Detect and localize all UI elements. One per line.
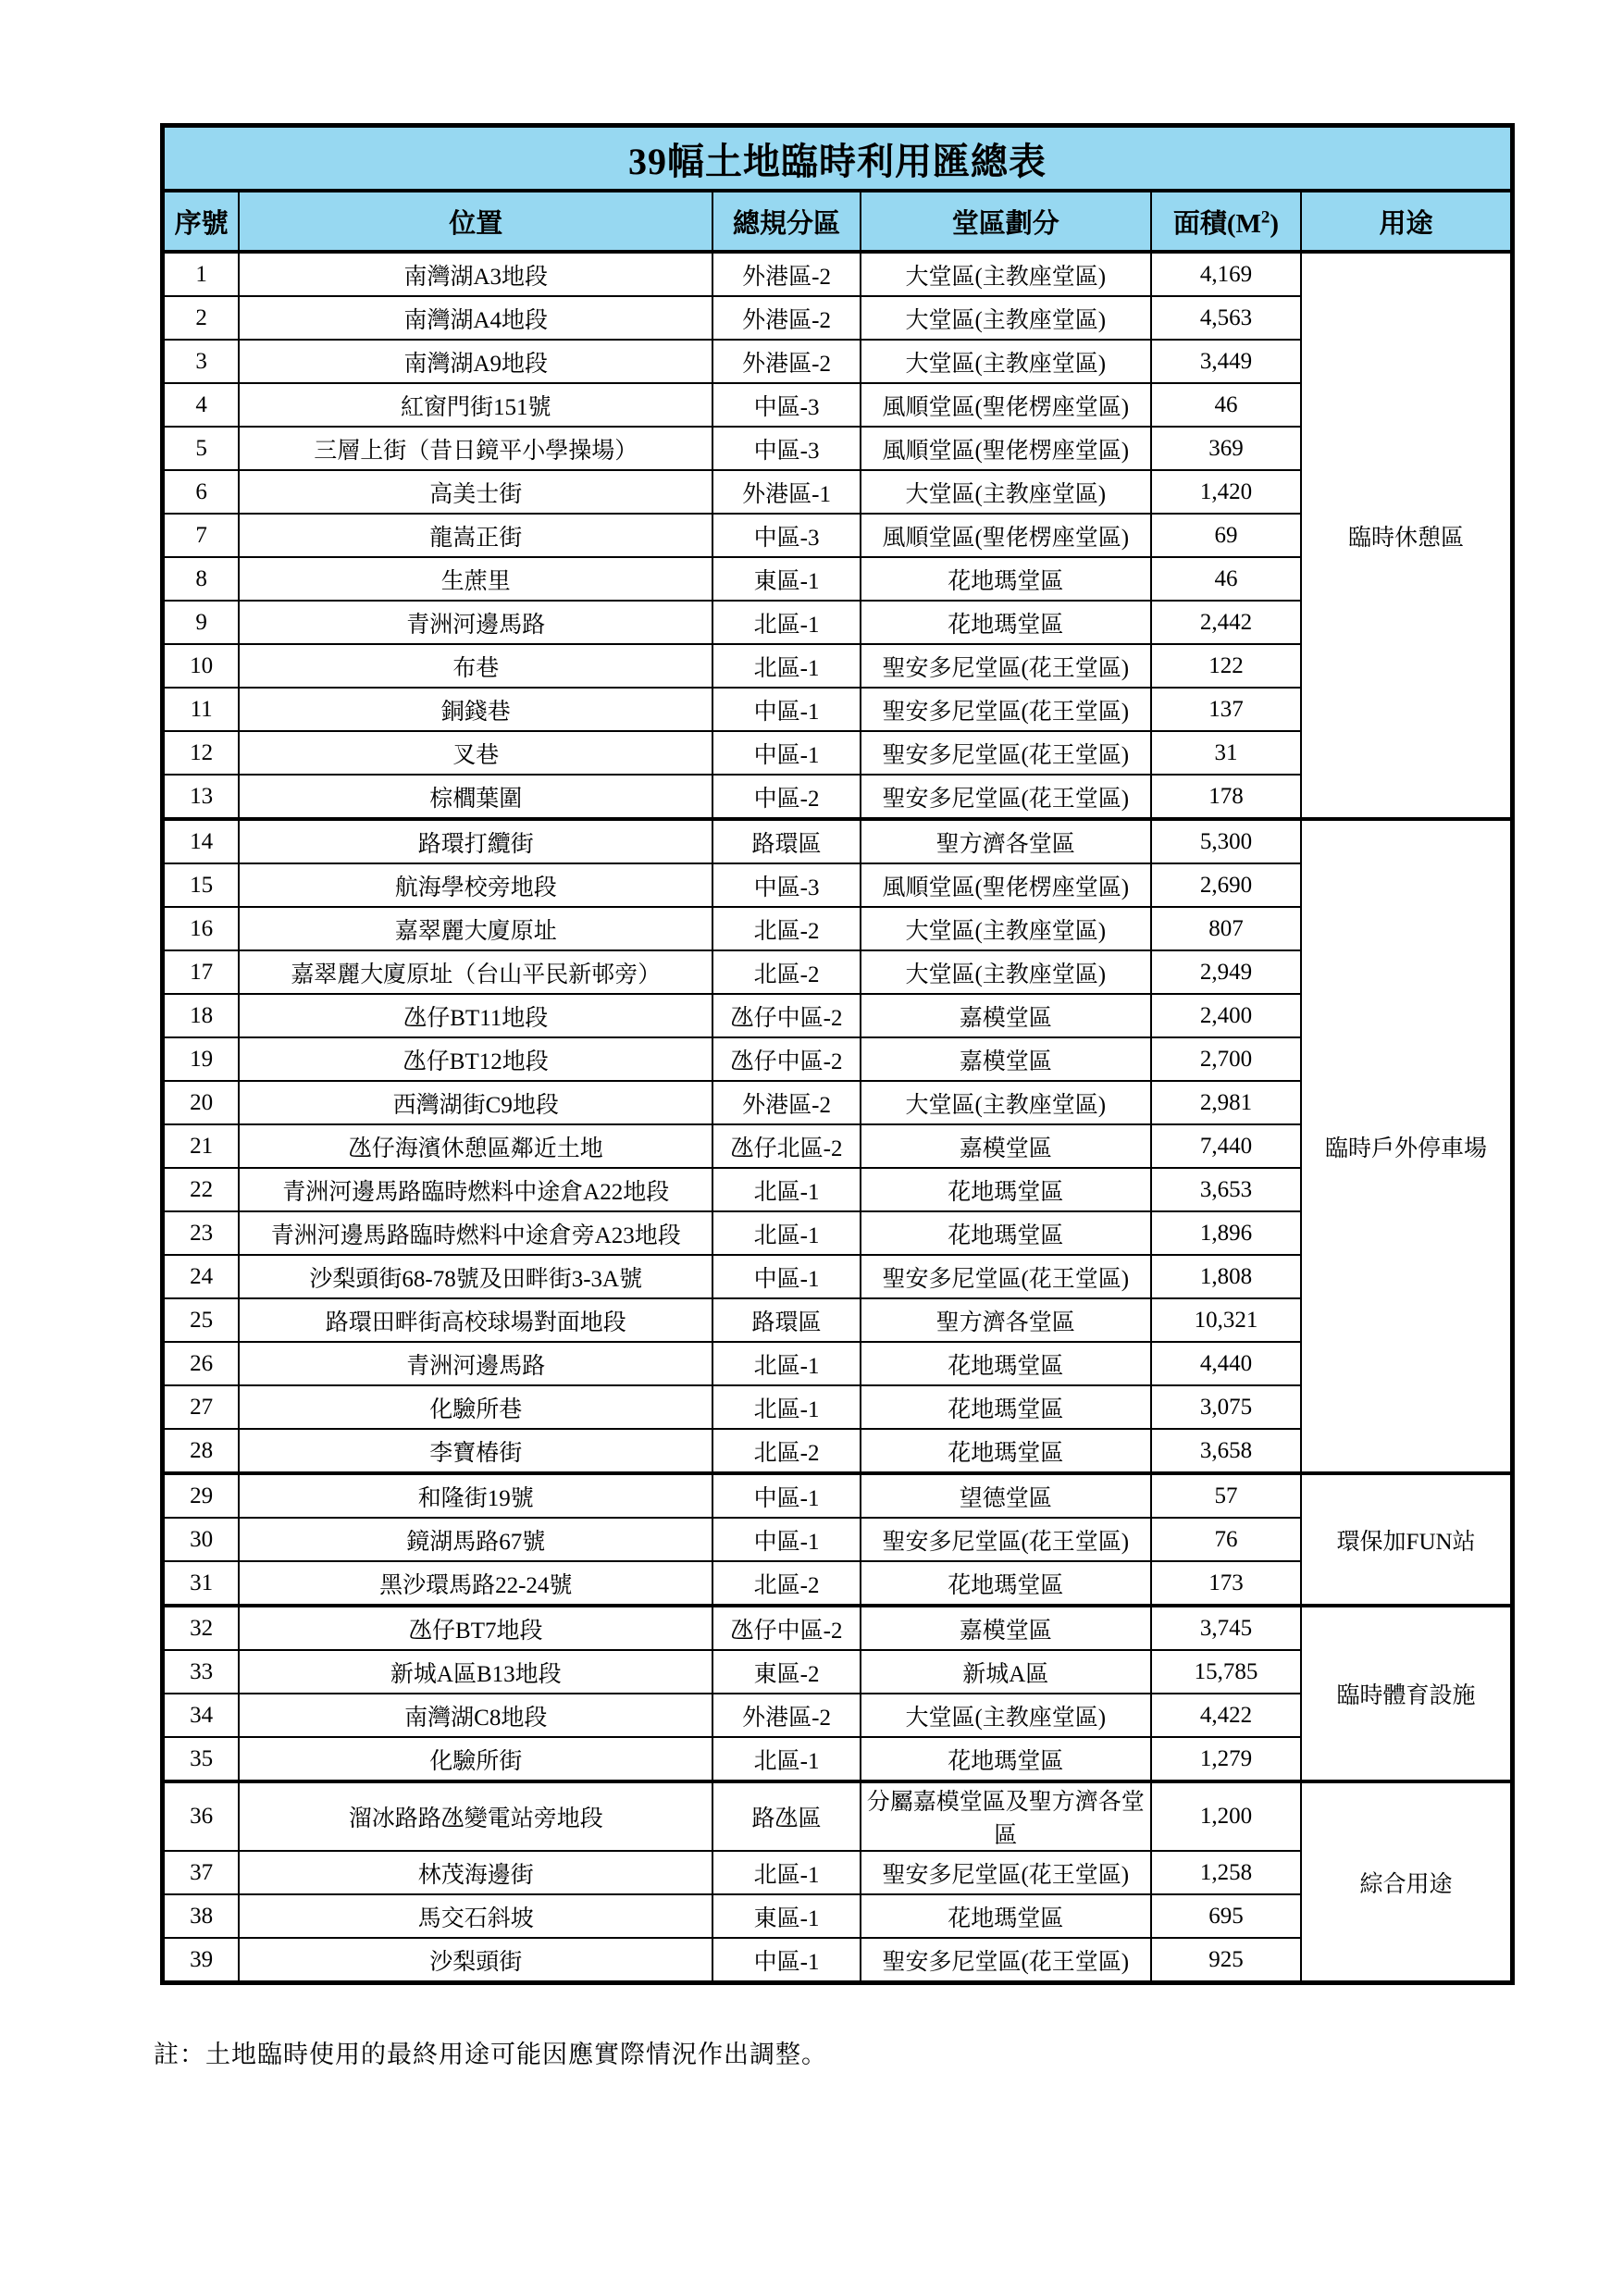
cell-parish: 聖安多尼堂區(花王堂區): [861, 1255, 1151, 1298]
cell-area: 15,785: [1151, 1650, 1301, 1694]
cell-no: 23: [163, 1211, 240, 1255]
cell-no: 4: [163, 383, 240, 427]
cell-no: 37: [163, 1851, 240, 1894]
col-header-area: [1151, 191, 1301, 252]
cell-no: 27: [163, 1385, 240, 1429]
cell-zone: 北區-1: [712, 1211, 860, 1255]
cell-zone: 東區-1: [712, 1894, 860, 1938]
cell-no: 25: [163, 1298, 240, 1342]
cell-area: 2,981: [1151, 1081, 1301, 1124]
cell-location: 航海學校旁地段: [239, 863, 712, 907]
cell-zone: 北區-1: [712, 644, 860, 688]
cell-parish: 嘉模堂區: [861, 994, 1151, 1037]
cell-zone: 路氹區: [712, 1781, 860, 1851]
cell-area: 369: [1151, 427, 1301, 470]
cell-no: 36: [163, 1781, 240, 1851]
cell-zone: 中區-2: [712, 775, 860, 819]
cell-no: 22: [163, 1168, 240, 1211]
cell-area: 1,808: [1151, 1255, 1301, 1298]
cell-area: 5,300: [1151, 819, 1301, 863]
cell-zone: 外港區-2: [712, 340, 860, 383]
cell-area: 3,449: [1151, 340, 1301, 383]
cell-area: 2,400: [1151, 994, 1301, 1037]
cell-location: 氹仔BT7地段: [239, 1606, 712, 1650]
cell-zone: 北區-2: [712, 950, 860, 994]
col-header-use: 用途: [1301, 191, 1512, 252]
cell-location: 南灣湖A4地段: [239, 296, 712, 340]
table-title: 39幅土地臨時利用匯總表: [163, 126, 1513, 192]
cell-parish: 嘉模堂區: [861, 1606, 1151, 1650]
cell-no: 26: [163, 1342, 240, 1385]
cell-no: 1: [163, 252, 240, 296]
cell-area: 1,200: [1151, 1781, 1301, 1851]
cell-no: 7: [163, 514, 240, 557]
cell-zone: 中區-1: [712, 731, 860, 775]
cell-parish: 花地瑪堂區: [861, 1342, 1151, 1385]
cell-parish: 花地瑪堂區: [861, 1737, 1151, 1781]
cell-zone: 北區-1: [712, 601, 860, 644]
cell-parish: 大堂區(主教座堂區): [861, 950, 1151, 994]
cell-area: 69: [1151, 514, 1301, 557]
cell-location: 馬交石斜坡: [239, 1894, 712, 1938]
cell-no: 19: [163, 1037, 240, 1081]
cell-zone: 路環區: [712, 1298, 860, 1342]
cell-area: 137: [1151, 688, 1301, 731]
cell-location: 布巷: [239, 644, 712, 688]
cell-no: 33: [163, 1650, 240, 1694]
cell-parish: 聖安多尼堂區(花王堂區): [861, 688, 1151, 731]
cell-no: 6: [163, 470, 240, 514]
cell-area: 76: [1151, 1518, 1301, 1561]
cell-area: 695: [1151, 1894, 1301, 1938]
cell-no: 39: [163, 1938, 240, 1983]
cell-area: 7,440: [1151, 1124, 1301, 1168]
area-label-superscript: 2: [1260, 206, 1270, 227]
cell-no: 24: [163, 1255, 240, 1298]
cell-area: 3,658: [1151, 1429, 1301, 1473]
cell-parish: 風順堂區(聖佬楞座堂區): [861, 863, 1151, 907]
cell-parish: 花地瑪堂區: [861, 1385, 1151, 1429]
cell-parish: 花地瑪堂區: [861, 1168, 1151, 1211]
cell-location: 路環打纜街: [239, 819, 712, 863]
cell-area: 3,075: [1151, 1385, 1301, 1429]
cell-no: 29: [163, 1473, 240, 1518]
cell-parish: 聖安多尼堂區(花王堂區): [861, 1518, 1151, 1561]
cell-location: 銅錢巷: [239, 688, 712, 731]
cell-location: 氹仔BT11地段: [239, 994, 712, 1037]
cell-no: 20: [163, 1081, 240, 1124]
cell-location: 紅窗門街151號: [239, 383, 712, 427]
cell-no: 16: [163, 907, 240, 950]
cell-location: 生蔗里: [239, 557, 712, 601]
cell-zone: 中區-3: [712, 427, 860, 470]
cell-area: 10,321: [1151, 1298, 1301, 1342]
cell-location: 叉巷: [239, 731, 712, 775]
cell-zone: 中區-1: [712, 1473, 860, 1518]
cell-area: 3,745: [1151, 1606, 1301, 1650]
table-body: [163, 252, 1513, 1983]
cell-zone: 中區-3: [712, 863, 860, 907]
cell-location: 嘉翠麗大廈原址（台山平民新邨旁）: [239, 950, 712, 994]
cell-parish: 大堂區(主教座堂區): [861, 1081, 1151, 1124]
cell-area: 925: [1151, 1938, 1301, 1983]
cell-zone: 外港區-2: [712, 252, 860, 296]
cell-area: 1,279: [1151, 1737, 1301, 1781]
cell-zone: 氹仔北區-2: [712, 1124, 860, 1168]
cell-zone: 北區-1: [712, 1737, 860, 1781]
cell-parish: 風順堂區(聖佬楞座堂區): [861, 427, 1151, 470]
cell-area: 173: [1151, 1561, 1301, 1606]
cell-parish: 聖安多尼堂區(花王堂區): [861, 775, 1151, 819]
cell-zone: 氹仔中區-2: [712, 1037, 860, 1081]
table-row: [163, 1473, 1513, 1518]
cell-zone: 路環區: [712, 819, 860, 863]
cell-no: 10: [163, 644, 240, 688]
cell-location: 林茂海邊街: [239, 1851, 712, 1894]
cell-no: 9: [163, 601, 240, 644]
col-header-no: 序號: [163, 191, 240, 252]
area-label-prefix: 面積(M: [1172, 208, 1261, 239]
cell-parish: 花地瑪堂區: [861, 1561, 1151, 1606]
header-row: [163, 191, 1513, 252]
cell-location: 化驗所巷: [239, 1385, 712, 1429]
cell-location: 和隆街19號: [239, 1473, 712, 1518]
cell-zone: 中區-1: [712, 1255, 860, 1298]
cell-parish: 聖方濟各堂區: [861, 819, 1151, 863]
cell-location: 三層上街（昔日鏡平小學操場）: [239, 427, 712, 470]
cell-parish: 大堂區(主教座堂區): [861, 470, 1151, 514]
cell-use: 臨時戶外停車場: [1301, 819, 1512, 1473]
cell-area: 2,442: [1151, 601, 1301, 644]
cell-area: 4,440: [1151, 1342, 1301, 1385]
cell-parish: 聖安多尼堂區(花王堂區): [861, 731, 1151, 775]
cell-area: 57: [1151, 1473, 1301, 1518]
cell-location: 青洲河邊馬路臨時燃料中途倉旁A23地段: [239, 1211, 712, 1255]
cell-location: 李寶椿街: [239, 1429, 712, 1473]
cell-area: 4,169: [1151, 252, 1301, 296]
cell-parish: 大堂區(主教座堂區): [861, 296, 1151, 340]
cell-zone: 氹仔中區-2: [712, 994, 860, 1037]
cell-no: 15: [163, 863, 240, 907]
cell-location: 南灣湖C8地段: [239, 1694, 712, 1737]
cell-area: 2,690: [1151, 863, 1301, 907]
cell-location: 西灣湖街C9地段: [239, 1081, 712, 1124]
cell-zone: 中區-3: [712, 383, 860, 427]
cell-zone: 氹仔中區-2: [712, 1606, 860, 1650]
cell-location: 氹仔海濱休憩區鄰近土地: [239, 1124, 712, 1168]
cell-parish: 聖安多尼堂區(花王堂區): [861, 644, 1151, 688]
cell-no: 34: [163, 1694, 240, 1737]
cell-parish: 新城A區: [861, 1650, 1151, 1694]
cell-parish: 風順堂區(聖佬楞座堂區): [861, 514, 1151, 557]
cell-zone: 北區-1: [712, 1342, 860, 1385]
cell-no: 28: [163, 1429, 240, 1473]
cell-location: 黑沙環馬路22-24號: [239, 1561, 712, 1606]
cell-no: 31: [163, 1561, 240, 1606]
footnote: 註：土地臨時使用的最終用途可能因應實際情況作出調整。: [154, 2041, 827, 2068]
cell-parish: 聖安多尼堂區(花王堂區): [861, 1851, 1151, 1894]
cell-location: 南灣湖A9地段: [239, 340, 712, 383]
cell-location: 沙梨頭街: [239, 1938, 712, 1983]
cell-parish: 花地瑪堂區: [861, 557, 1151, 601]
cell-use: 臨時體育設施: [1301, 1606, 1512, 1781]
cell-location: 青洲河邊馬路臨時燃料中途倉A22地段: [239, 1168, 712, 1211]
cell-use: 臨時休憩區: [1301, 252, 1512, 819]
table-row: [163, 252, 1513, 296]
cell-parish: 嘉模堂區: [861, 1124, 1151, 1168]
col-header-location: 位置: [239, 191, 712, 252]
cell-no: 35: [163, 1737, 240, 1781]
cell-no: 18: [163, 994, 240, 1037]
cell-no: 2: [163, 296, 240, 340]
cell-location: 青洲河邊馬路: [239, 1342, 712, 1385]
cell-location: 龍嵩正街: [239, 514, 712, 557]
cell-location: 高美士街: [239, 470, 712, 514]
cell-no: 17: [163, 950, 240, 994]
cell-zone: 中區-3: [712, 514, 860, 557]
table-row: [163, 1781, 1513, 1851]
cell-no: 14: [163, 819, 240, 863]
cell-zone: 北區-2: [712, 1429, 860, 1473]
cell-parish: 風順堂區(聖佬楞座堂區): [861, 383, 1151, 427]
cell-area: 4,563: [1151, 296, 1301, 340]
cell-location: 沙梨頭街68-78號及田畔街3-3A號: [239, 1255, 712, 1298]
cell-parish: 望德堂區: [861, 1473, 1151, 1518]
cell-zone: 中區-1: [712, 1938, 860, 1983]
cell-zone: 東區-2: [712, 1650, 860, 1694]
cell-location: 路環田畔街高校球場對面地段: [239, 1298, 712, 1342]
cell-location: 青洲河邊馬路: [239, 601, 712, 644]
cell-parish: 嘉模堂區: [861, 1037, 1151, 1081]
cell-zone: 中區-1: [712, 688, 860, 731]
cell-parish: 花地瑪堂區: [861, 1894, 1151, 1938]
cell-area: 31: [1151, 731, 1301, 775]
cell-location: 氹仔BT12地段: [239, 1037, 712, 1081]
cell-use: 綜合用途: [1301, 1781, 1512, 1983]
cell-parish: 花地瑪堂區: [861, 601, 1151, 644]
cell-location: 新城A區B13地段: [239, 1650, 712, 1694]
cell-no: 13: [163, 775, 240, 819]
cell-parish: 聖方濟各堂區: [861, 1298, 1151, 1342]
table-row: [163, 1606, 1513, 1650]
col-header-zone: 總規分區: [712, 191, 860, 252]
cell-zone: 外港區-2: [712, 296, 860, 340]
cell-area: 2,949: [1151, 950, 1301, 994]
cell-no: 5: [163, 427, 240, 470]
cell-zone: 北區-1: [712, 1385, 860, 1429]
cell-no: 38: [163, 1894, 240, 1938]
cell-no: 11: [163, 688, 240, 731]
cell-location: 棕櫚葉圍: [239, 775, 712, 819]
cell-zone: 中區-1: [712, 1518, 860, 1561]
cell-parish: 聖安多尼堂區(花王堂區): [861, 1938, 1151, 1983]
cell-area: 1,420: [1151, 470, 1301, 514]
cell-zone: 外港區-1: [712, 470, 860, 514]
area-label-suffix: ): [1270, 208, 1280, 239]
cell-area: 1,896: [1151, 1211, 1301, 1255]
cell-zone: 北區-1: [712, 1851, 860, 1894]
cell-parish: 分屬嘉模堂區及聖方濟各堂區: [861, 1781, 1151, 1851]
cell-area: 46: [1151, 383, 1301, 427]
cell-area: 178: [1151, 775, 1301, 819]
title-row: [163, 126, 1513, 192]
col-header-parish: 堂區劃分: [861, 191, 1151, 252]
cell-location: 溜冰路路氹變電站旁地段: [239, 1781, 712, 1851]
cell-location: 鏡湖馬路67號: [239, 1518, 712, 1561]
cell-area: 4,422: [1151, 1694, 1301, 1737]
cell-parish: 大堂區(主教座堂區): [861, 340, 1151, 383]
cell-area: 1,258: [1151, 1851, 1301, 1894]
cell-parish: 花地瑪堂區: [861, 1429, 1151, 1473]
cell-zone: 外港區-2: [712, 1081, 860, 1124]
cell-parish: 大堂區(主教座堂區): [861, 252, 1151, 296]
cell-area: 807: [1151, 907, 1301, 950]
cell-zone: 北區-2: [712, 1561, 860, 1606]
cell-area: 2,700: [1151, 1037, 1301, 1081]
cell-zone: 北區-2: [712, 907, 860, 950]
cell-zone: 外港區-2: [712, 1694, 860, 1737]
cell-parish: 大堂區(主教座堂區): [861, 1694, 1151, 1737]
table-row: [163, 819, 1513, 863]
cell-use: 環保加FUN站: [1301, 1473, 1512, 1606]
cell-no: 32: [163, 1606, 240, 1650]
cell-no: 3: [163, 340, 240, 383]
cell-zone: 東區-1: [712, 557, 860, 601]
cell-no: 30: [163, 1518, 240, 1561]
land-summary-table: [160, 123, 1515, 1985]
cell-parish: 花地瑪堂區: [861, 1211, 1151, 1255]
cell-zone: 北區-1: [712, 1168, 860, 1211]
cell-area: 46: [1151, 557, 1301, 601]
cell-no: 21: [163, 1124, 240, 1168]
cell-area: 3,653: [1151, 1168, 1301, 1211]
cell-location: 化驗所街: [239, 1737, 712, 1781]
cell-location: 嘉翠麗大廈原址: [239, 907, 712, 950]
cell-no: 8: [163, 557, 240, 601]
cell-location: 南灣湖A3地段: [239, 252, 712, 296]
cell-parish: 大堂區(主教座堂區): [861, 907, 1151, 950]
cell-area: 122: [1151, 644, 1301, 688]
cell-no: 12: [163, 731, 240, 775]
